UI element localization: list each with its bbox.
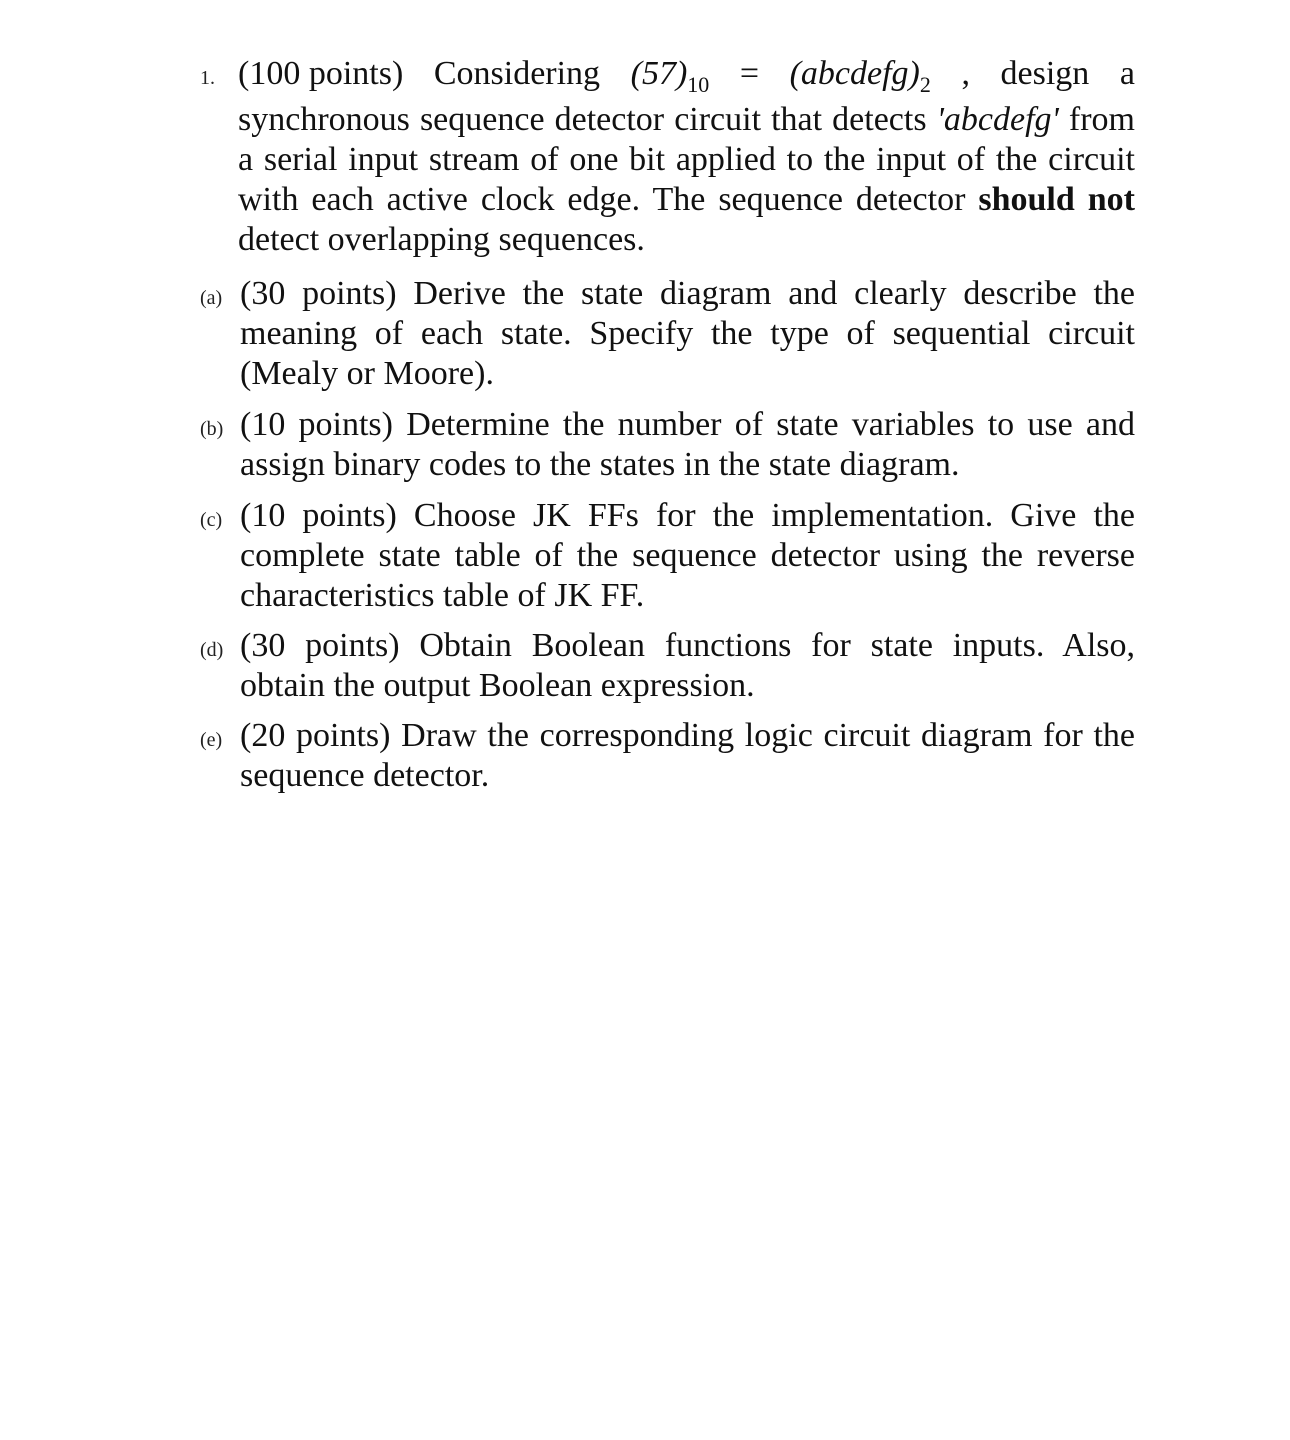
article-word: a <box>1119 55 1135 92</box>
part-e-text: (20 points) Draw the corresponding logic circuit diagram for the sequence detector. <box>240 717 1135 794</box>
binary-base: 2 <box>919 72 931 97</box>
question-text-b: from a serial input stream of one bit applied to the input of the circuit with each active clock edge. The sequence detector <box>238 101 1135 218</box>
question-1-first-line <box>238 54 1135 100</box>
comma: , <box>961 55 970 92</box>
part-a-text: (30 points) Derive the state diagram and clearly describe the meaning of each state. Specify the type of sequential circuit (Mealy or Moore). <box>240 275 1135 392</box>
question-text-c: detect overlapping sequences. <box>238 221 645 258</box>
part-b-text: (10 points) Determine the number of state variables to use and assign binary codes to the states in the state diagram. <box>240 406 1135 483</box>
part-d-text: (30 points) Obtain Boolean functions for state inputs. Also, obtain the output Boolean expression. <box>240 627 1135 704</box>
part-a-label: (a) <box>200 287 223 309</box>
considering-word: Considering <box>433 55 601 92</box>
part-c-label: (c) <box>200 509 223 531</box>
question-number: 1. <box>200 67 215 89</box>
part-b-label: (b) <box>200 418 224 440</box>
emphasis-text: should not <box>978 181 1135 218</box>
part-e-label: (e) <box>200 729 223 751</box>
binary-expression: $(abcdefg)_2$ <box>789 55 931 97</box>
question-text-a: synchronous sequence detector circuit that detects <box>238 101 927 138</box>
equals-sign: = <box>739 55 760 92</box>
question-1-body <box>238 100 1135 260</box>
design-word: design <box>1000 55 1090 92</box>
decimal-base: 10 <box>687 72 710 97</box>
part-d-label: (d) <box>200 639 224 661</box>
question-points: (100 points) <box>238 55 404 92</box>
part-c-text: (10 points) Choose JK FFs for the implementation. Give the complete state table of the sequence detector using the reverse characteristics table of JK FF. <box>240 497 1135 614</box>
sequence-label: 'abcdefg' <box>936 101 1059 138</box>
question-1 <box>238 54 1135 260</box>
decimal-expression: $(57)_{10}$ <box>630 55 710 97</box>
